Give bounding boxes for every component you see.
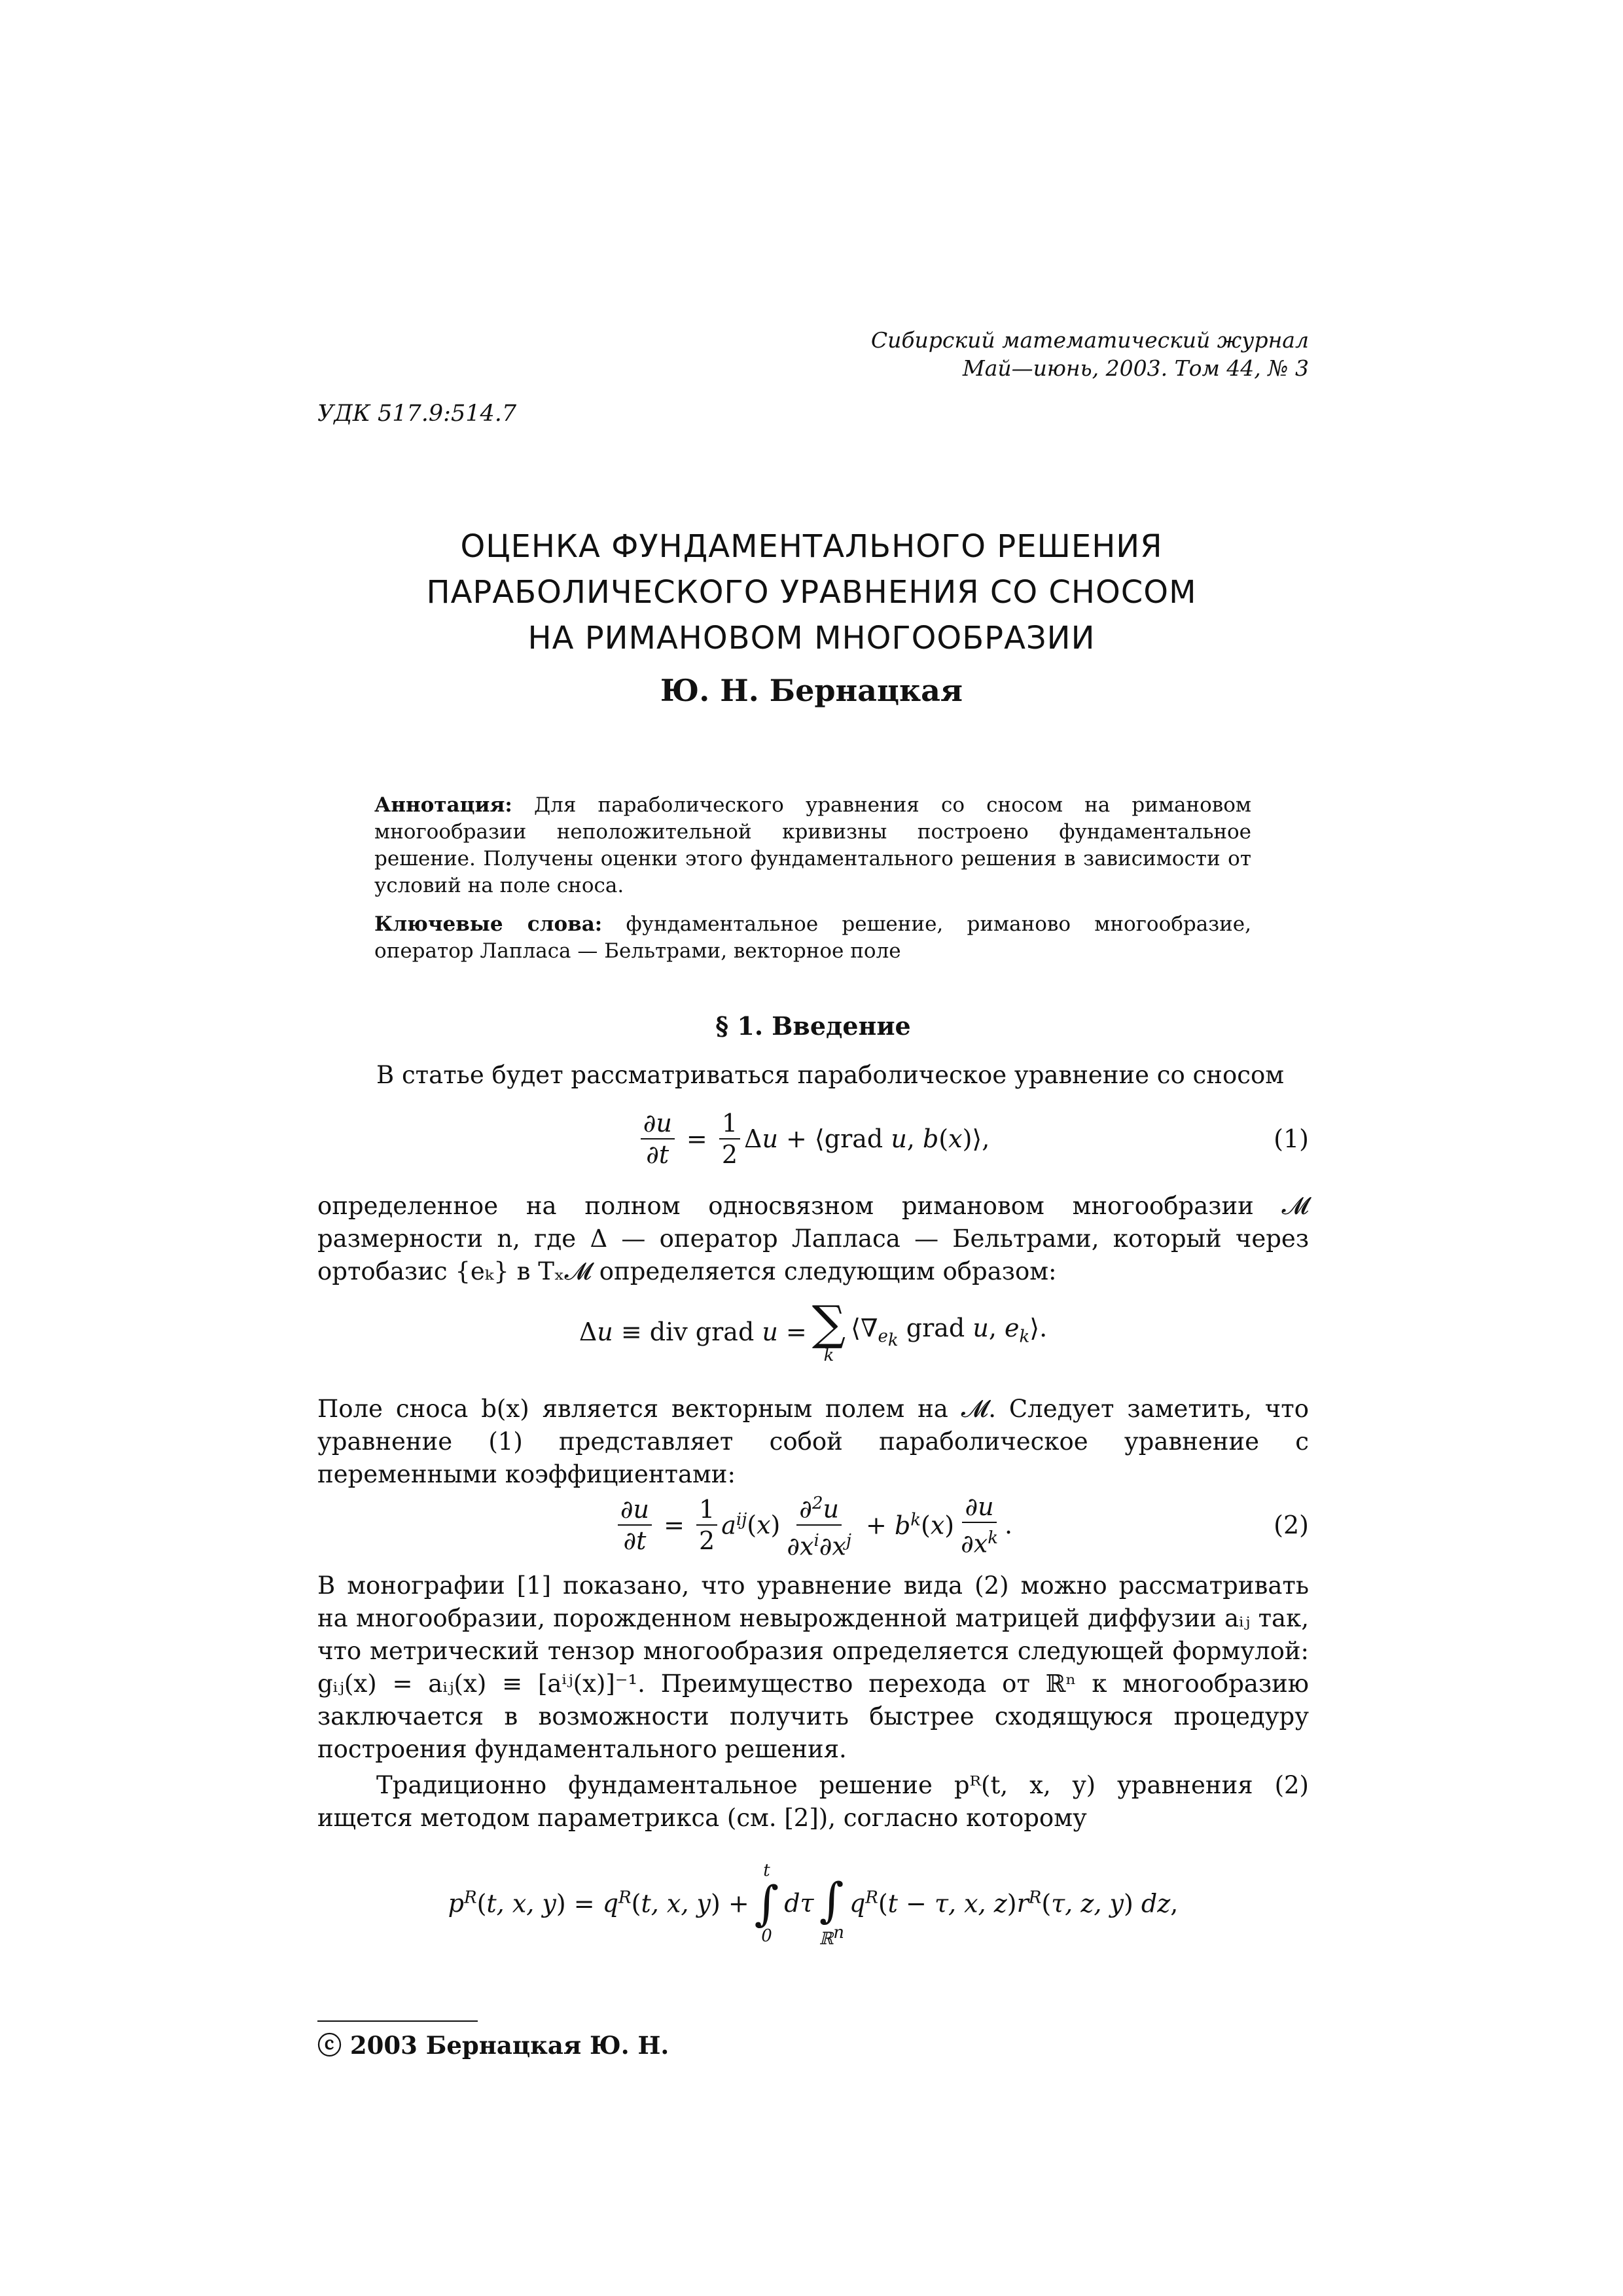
paragraph-3: Поле сноса b(x) является векторным полем на 𝓜. Следует заметить, что уравнение (1) представляет собой параболическое уравнение с переменными коэффициентами:: [317, 1395, 1309, 1488]
paragraph-4: В монографии [1] показано, что уравнение вида (2) можно рассматривать на многообразии, порожденном невырожденной матрицей диффузии aᵢⱼ так, что метрический тензор многообразия определяется следующей формулой: gᵢⱼ(x) = aᵢⱼ(x) ≡ [aⁱʲ(x)]⁻¹. Преимущество перехода от ℝⁿ к многообразию заключается в возможности получить быстрее сходящуюся процедуру построения фундаментального решения.: [317, 1571, 1309, 1763]
paragraph-1: В статье будет рассматриваться параболическое уравнение со сносом: [376, 1061, 1284, 1089]
equation-1-number: (1): [1274, 1124, 1309, 1153]
equation-2: $\frac{\partial u}{\partial t}$ = $\frac{1}{2}$ $a^{ij}$ (x) $\frac{\partial^2u}{\partial x^i\partial x^j}$ + $b^k(x)$ $\frac{\partial u}{\partial x^k}$ . (2): [317, 1489, 1309, 1561]
abstract-text: Для параболического уравнения со сносом на римановом многообразии неположительной кривизны построено фундаментальное решение. Получены оценки этого фундаментального решения в зависимости от условий на поле сноса.: [374, 793, 1251, 897]
abstract-paragraph: [374, 792, 1251, 899]
equation-2-number: (2): [1274, 1511, 1309, 1539]
keywords-paragraph: [374, 911, 1251, 965]
keywords-text: фундаментальное решение, риманово многообразие, оператор Лапласа — Бельтрами, векторное поле: [374, 912, 1251, 963]
abstract-label: Аннотация:: [374, 793, 512, 817]
journal-issue: Май—июнь, 2003. Том 44, № 3: [962, 355, 1309, 381]
equation-1: $\frac{\partial u}{\partial t}$ = $\frac{1}{2}$ Δu + ⟨grad u, b(x)⟩, (1): [317, 1103, 1309, 1175]
title-line-3: НА РИМАНОВОМ МНОГООБРАЗИИ: [527, 620, 1096, 656]
title-line-1: ОЦЕНКА ФУНДАМЕНТАЛЬНОГО РЕШЕНИЯ: [460, 528, 1163, 565]
journal-header: [785, 326, 1309, 382]
footnote-rule: [317, 2020, 478, 2022]
section-heading: § 1. Введение: [715, 1011, 911, 1041]
equation-parametrix: $p^R(t$, x, $y) = q^R(t$, x, y) + t ∫ 0 dτ ∫ ℝ$^n$ $q^R(t - \tau$, x, $z)r^R(\tau$, z, y) dz,: [448, 1860, 1179, 1949]
journal-name: Сибирский математический журнал: [870, 327, 1309, 353]
title-line-2: ПАРАБОЛИЧЕСКОГО УРАВНЕНИЯ СО СНОСОМ: [426, 574, 1197, 611]
paragraph-5: Традиционно фундаментальное решение pᴿ(t, x, y) уравнения (2) ищется методом параметрикса (см. [2]), согласно которому: [317, 1771, 1309, 1832]
author-name: Ю. Н. Бернацкая: [660, 673, 963, 708]
udk-code: УДК 517.9:514.7: [317, 401, 517, 427]
paper-title: [288, 524, 1335, 661]
copyright-note: ⓒ 2003 Бернацкая Ю. Н.: [317, 2031, 669, 2060]
abstract-block: [374, 792, 1251, 977]
equation-laplacian: Δu ≡ div grad u = ∑ k $⟨\nabla_{e_k}$ grad u, $e_k⟩$.: [579, 1295, 1048, 1365]
paragraph-2: определенное на полном односвязном римановом многообразии 𝓜 размерности n, где Δ — оператор Лапласа — Бельтрами, который через ортобазис {eₖ} в Tₓ𝓜 определяется следующим образом:: [317, 1192, 1309, 1285]
keywords-label: Ключевые слова:: [374, 912, 603, 936]
